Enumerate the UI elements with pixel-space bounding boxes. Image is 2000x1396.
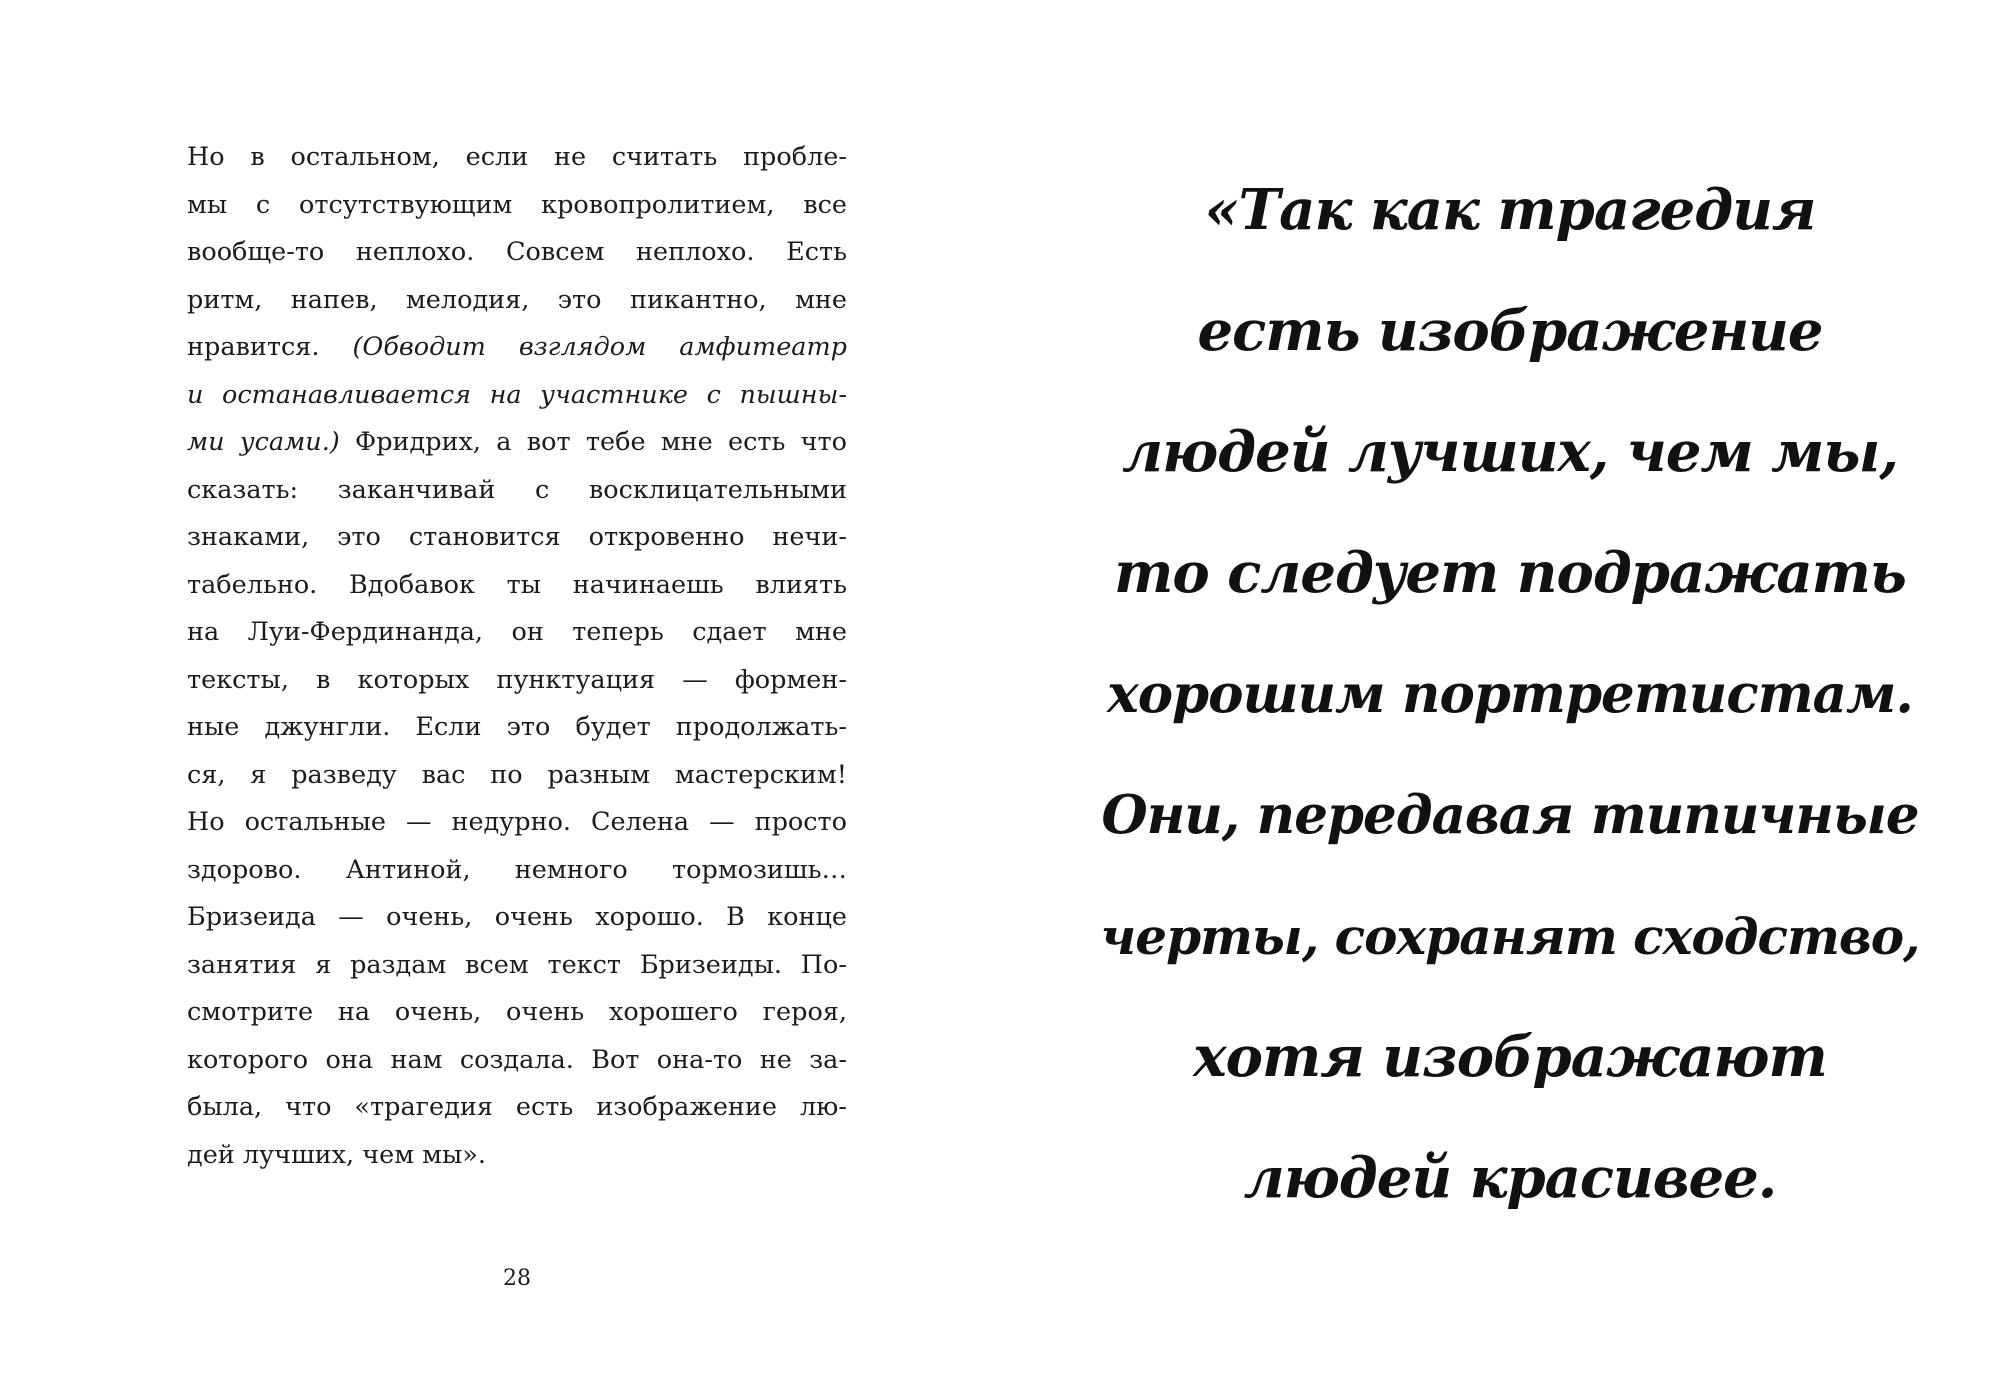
quote-line: хорошим портретистам. xyxy=(1107,663,1913,725)
text-segment: ся, я разведу вас по разным мастерским! xyxy=(187,759,847,790)
quote-line: Они, передавая типичные xyxy=(1101,784,1919,846)
text-line xyxy=(187,942,847,990)
text-line xyxy=(187,372,847,420)
body-text xyxy=(187,134,847,1179)
text-line xyxy=(187,657,847,705)
text-line xyxy=(187,134,847,182)
text-segment: смотрите на очень, очень хорошего героя, xyxy=(187,997,847,1027)
stage-direction: (Обводит взглядом амфитеатр xyxy=(352,332,847,362)
text-line xyxy=(187,229,847,277)
text-segment: занятия я раздам всем текст Бризеиды. По- xyxy=(187,949,847,980)
text-segment: мы с отсутствующим кровопролитием, все xyxy=(187,189,847,220)
text-line xyxy=(187,609,847,657)
quote-line: черты, сохранят сходство, xyxy=(1100,907,1920,966)
text-segment: знаками, это становится откровенно нечи- xyxy=(187,522,847,552)
handwritten-quote xyxy=(1100,150,1920,1239)
text-line xyxy=(187,847,847,895)
text-line xyxy=(187,324,847,372)
text-segment: табельно. Вдобавок ты начинаешь влиять xyxy=(187,569,847,600)
text-segment: была, что «трагедия есть изображение лю- xyxy=(187,1092,847,1122)
text-segment: вообще-то неплохо. Совсем неплохо. Есть xyxy=(187,237,847,267)
stage-direction: и останавливается на участнике с пышны- xyxy=(187,379,847,410)
text-line xyxy=(187,704,847,752)
text-segment: сказать: заканчивай с восклицательными xyxy=(187,474,847,505)
stage-direction: ми усами.) xyxy=(187,427,340,457)
text-segment: тексты, в которых пунктуация — формен- xyxy=(187,664,847,695)
text-segment: ритм, напев, мелодия, это пикантно, мне xyxy=(187,284,847,315)
text-line xyxy=(187,419,847,467)
quote-line: людей лучших, чем мы, xyxy=(1122,419,1898,485)
text-line xyxy=(187,799,847,847)
quote-line: людей красивее. xyxy=(1243,1145,1777,1211)
text-segment: ные джунгли. Если это будет продолжать- xyxy=(187,712,847,742)
text-segment: Но в остальном, если не считать пробле- xyxy=(187,142,847,172)
text-line xyxy=(187,277,847,325)
text-line xyxy=(187,467,847,515)
text-segment: на Луи-Фердинанда, он теперь сдает мне xyxy=(187,617,847,647)
text-line xyxy=(187,514,847,562)
text-segment: которого она нам создала. Вот она-то не за- xyxy=(187,1044,847,1075)
text-line xyxy=(187,182,847,230)
quote-line: то следует подражать xyxy=(1114,540,1906,606)
text-segment: дей лучших, чем мы». xyxy=(187,1139,486,1170)
text-segment: Бризеида — очень, очень хорошо. В конце xyxy=(187,902,847,932)
text-segment: здорово. Антиной, немного тормозишь… xyxy=(187,854,847,885)
text-segment: нравится. xyxy=(187,332,353,362)
text-line xyxy=(187,1084,847,1132)
text-line xyxy=(187,894,847,942)
text-line xyxy=(187,1037,847,1085)
text-segment: Фридрих, а вот тебе мне есть что xyxy=(339,427,847,457)
page-number: 28 xyxy=(503,1266,531,1291)
text-line xyxy=(187,562,847,610)
text-line xyxy=(187,752,847,800)
text-line xyxy=(187,989,847,1037)
quote-line: хотя изображают xyxy=(1193,1024,1827,1090)
quote-line: есть изображение xyxy=(1197,298,1823,364)
quote-line: «Так как трагедия xyxy=(1204,177,1816,243)
text-line xyxy=(187,1132,847,1180)
text-segment: Но остальные — недурно. Селена — просто xyxy=(187,807,847,837)
